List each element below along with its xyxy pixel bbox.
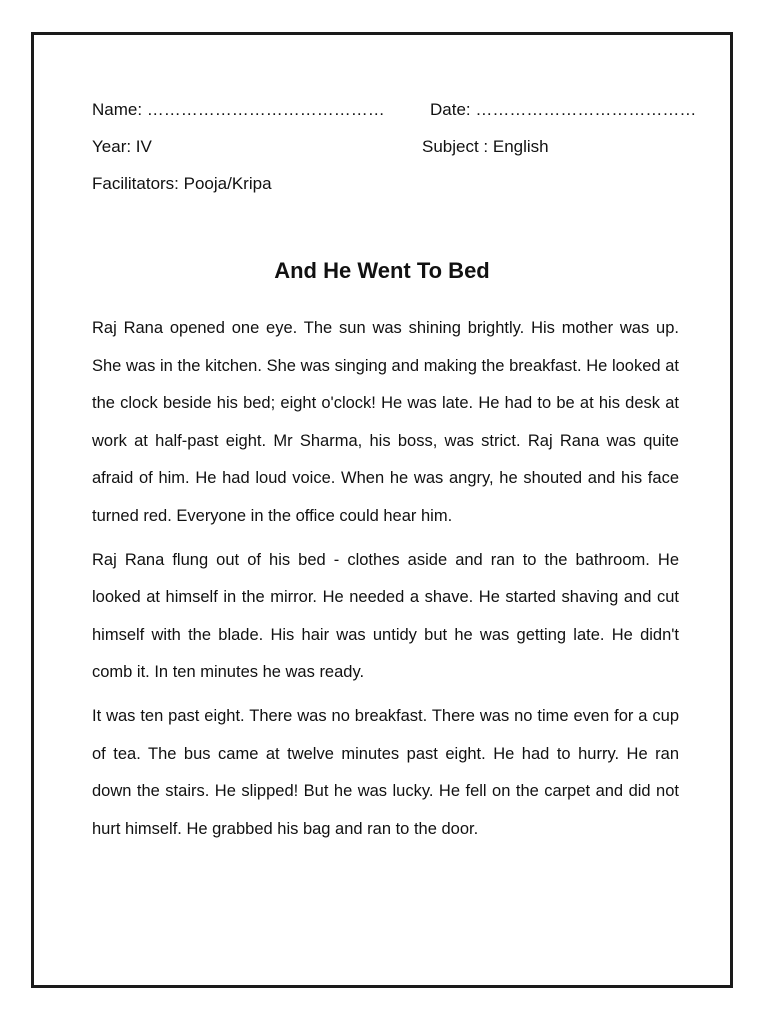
story-body xyxy=(92,310,679,854)
story-paragraph-1: Raj Rana opened one eye. The sun was shining brightly. His mother was up. She was in the kitchen. She was singing and making the breakfast. He looked at the clock beside his bed; eight o'clock! He was late. He had to be at his desk at work at half-past eight. Mr Sharma, his boss, was strict. Raj Rana was quite afraid of him. He had loud voice. When he was angry, he shouted and his face turned red. Everyone in the office could hear him. xyxy=(92,319,679,525)
story-title: And He Went To Bed xyxy=(274,258,490,283)
facilitators-field: Facilitators: Pooja/Kripa xyxy=(92,174,272,193)
story-paragraph-2: Raj Rana flung out of his bed - clothes aside and ran to the bathroom. He looked at himself in the mirror. He needed a shave. He started shaving and cut himself with the blade. His hair was untidy but he was getting late. He didn't comb it. In ten minutes he was ready. xyxy=(92,550,679,682)
year-field: Year: IV xyxy=(92,137,152,156)
name-field: Name: …………………………………… xyxy=(92,100,385,119)
worksheet-border xyxy=(31,32,733,988)
date-field: Date: ………………………………… xyxy=(430,100,697,119)
subject-field: Subject : English xyxy=(422,137,549,156)
story-paragraph-3: It was ten past eight. There was no breakfast. There was no time even for a cup of tea. The bus came at twelve minutes past eight. He had to hurry. He ran down the stairs. He slipped! But he was lucky. He fell on the carpet and did not hurt himself. He grabbed his bag and ran to the door. xyxy=(92,706,679,838)
